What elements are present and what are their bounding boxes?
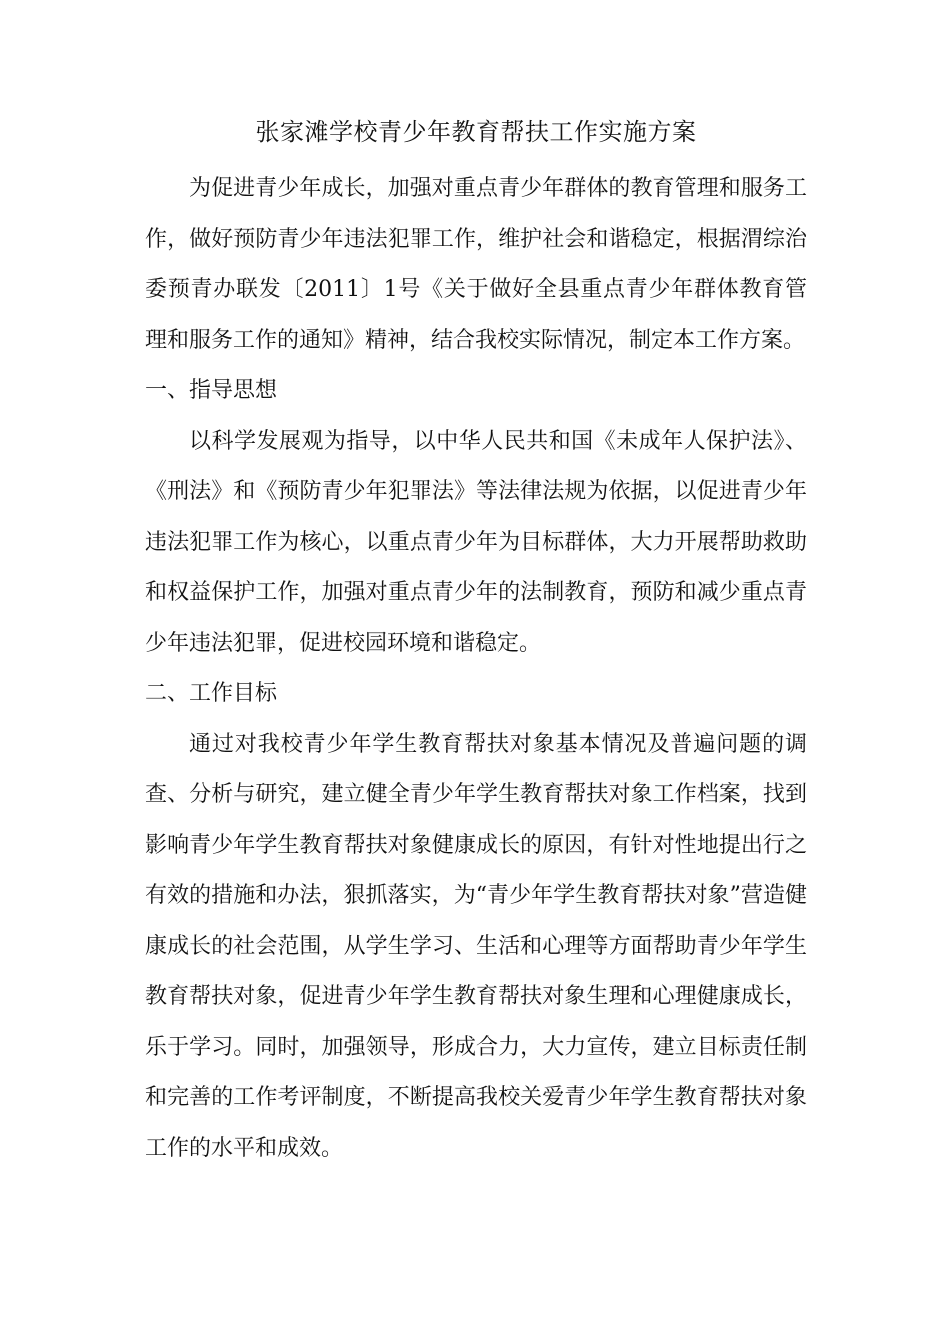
section-heading-work-goals: 二、工作目标 [145, 681, 278, 706]
section-body-work-goals: 通过对我校青少年学生教育帮扶对象基本情况及普遍问题的调查、分析与研究，建立健全青少年学生教育帮扶对象工作档案，找到影响青少年学生教育帮扶对象健康成长的原因，有针对性地提出行之有效的措施和办法，狠抓落实，为“青少年学生教育帮扶对象”营造健康成长的社会范围，从学生学习、生活和心理等方面帮助青少年学生教育帮扶对象，促进青少年学生教育帮扶对象生理和心理健康成长，乐于学习。同时，加强领导，形成合力，大力宣传，建立目标责任制和完善的工作考评制度，不断提高我校关爱青少年学生教育帮扶对象工作的水平和成效。 [145, 731, 807, 1161]
document-title: 张家滩学校青少年教育帮扶工作实施方案 [255, 118, 697, 146]
section-heading-guiding-ideology: 一、指导思想 [145, 378, 278, 403]
intro-paragraph: 为促进青少年成长，加强对重点青少年群体的教育管理和服务工作，做好预防青少年违法犯罪工作，维护社会和谐稳定，根据渭综治委预青办联发〔2011〕1号《关于做好全县重点青少年群体教育管理和服务工作的通知》精神，结合我校实际情况，制定本工作方案。 [145, 176, 807, 353]
section-body-guiding-ideology: 以科学发展观为指导，以中华人民共和国《未成年人保护法》、《刑法》和《预防青少年犯罪法》等法律法规为依据，以促进青少年违法犯罪工作为核心，以重点青少年为目标群体，大力开展帮助救助和权益保护工作，加强对重点青少年的法制教育，预防和减少重点青少年违法犯罪，促进校园环境和谐稳定。 [145, 428, 807, 656]
document-page [145, 112, 807, 1174]
